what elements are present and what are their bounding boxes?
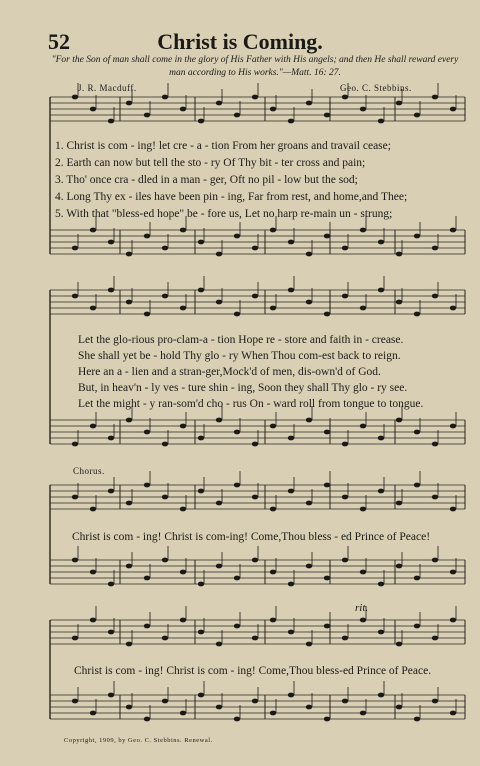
note-head — [396, 300, 402, 305]
ritardando-mark: rit. — [355, 602, 369, 614]
note-head — [72, 442, 78, 447]
note-head — [414, 624, 420, 629]
note-head — [414, 113, 420, 118]
note-head — [360, 107, 366, 112]
note-head — [360, 306, 366, 311]
note-head — [234, 717, 240, 722]
note-head — [432, 95, 438, 100]
note-head — [180, 618, 186, 623]
note-head — [108, 630, 114, 635]
verse-line-3: 3. Tho' once cra - dled in a man - ger, Oft no pil - low but the sod; — [55, 174, 358, 186]
note-head — [198, 436, 204, 441]
note-head — [234, 312, 240, 317]
verse-line-5-cont: Let the might - y ran-som'd cho - rus On - ward roll from tongue to tongue. — [78, 398, 424, 410]
note-head — [432, 294, 438, 299]
note-head — [144, 576, 150, 581]
note-head — [378, 693, 384, 698]
note-head — [450, 228, 456, 233]
note-head — [72, 246, 78, 251]
note-head — [252, 558, 258, 563]
note-head — [162, 636, 168, 641]
verse-line-1-cont: Let the glo-rious pro-clam-a - tion Hope re - store and faith in - crease. — [78, 334, 404, 346]
note-head — [234, 624, 240, 629]
note-head — [144, 624, 150, 629]
note-head — [180, 228, 186, 233]
note-head — [378, 582, 384, 587]
note-head — [144, 430, 150, 435]
note-head — [126, 418, 132, 423]
verse-line-1: 1. Christ is com - ing! let cre - a - tion From her groans and travail cease; — [55, 140, 391, 152]
note-head — [288, 240, 294, 245]
note-head — [432, 442, 438, 447]
note-head — [378, 489, 384, 494]
note-head — [288, 288, 294, 293]
note-head — [216, 705, 222, 710]
hymn-number: 52 — [48, 29, 70, 54]
note-head — [288, 630, 294, 635]
note-head — [234, 430, 240, 435]
note-head — [72, 636, 78, 641]
note-head — [414, 717, 420, 722]
note-head — [270, 507, 276, 512]
note-head — [126, 705, 132, 710]
note-head — [90, 424, 96, 429]
note-head — [306, 501, 312, 506]
note-head — [252, 246, 258, 251]
note-head — [288, 119, 294, 124]
author-credit: J. R. Macduff. — [78, 83, 137, 93]
note-head — [144, 113, 150, 118]
note-head — [180, 711, 186, 716]
note-head — [396, 642, 402, 647]
note-head — [72, 294, 78, 299]
note-head — [108, 489, 114, 494]
hymn-title: Christ is Coming. — [157, 29, 323, 54]
verse-line-5: 5. With that "bless-ed hope" be - fore us, Let no harp re-main un - strung; — [55, 208, 393, 220]
note-head — [396, 252, 402, 257]
note-head — [216, 642, 222, 647]
note-head — [144, 234, 150, 239]
note-head — [252, 294, 258, 299]
note-head — [198, 240, 204, 245]
note-head — [90, 107, 96, 112]
note-head — [126, 564, 132, 569]
composer-credit: Geo. C. Stebbins. — [340, 83, 412, 93]
note-head — [252, 442, 258, 447]
note-head — [270, 306, 276, 311]
note-head — [126, 501, 132, 506]
note-head — [180, 570, 186, 575]
verse-line-4-cont: But, in heav'n - ly ves - ture shin - ing, Soon they shall Thy glo - ry see. — [78, 382, 408, 394]
note-head — [162, 442, 168, 447]
note-head — [306, 300, 312, 305]
note-head — [324, 234, 330, 239]
note-head — [252, 95, 258, 100]
note-head — [414, 483, 420, 488]
note-head — [198, 288, 204, 293]
note-head — [450, 306, 456, 311]
note-head — [432, 558, 438, 563]
copyright-notice: Copyright, 1909, by Geo. C. Stebbins. Renewal. — [64, 737, 213, 744]
note-head — [360, 711, 366, 716]
note-head — [144, 717, 150, 722]
note-head — [414, 234, 420, 239]
note-head — [270, 107, 276, 112]
note-head — [90, 507, 96, 512]
note-head — [306, 642, 312, 647]
note-head — [360, 228, 366, 233]
note-head — [108, 119, 114, 124]
verse-line-3-cont: Here an a - lien and a stran-ger,Mock'd of men, dis-own'd of God. — [78, 366, 381, 378]
note-head — [378, 240, 384, 245]
note-head — [162, 558, 168, 563]
note-head — [270, 570, 276, 575]
note-head — [72, 699, 78, 704]
note-head — [414, 430, 420, 435]
note-head — [126, 252, 132, 257]
note-head — [306, 101, 312, 106]
note-head — [324, 624, 330, 629]
note-head — [252, 699, 258, 704]
note-head — [216, 564, 222, 569]
note-head — [72, 95, 78, 100]
note-head — [342, 699, 348, 704]
note-head — [306, 418, 312, 423]
note-head — [414, 576, 420, 581]
note-head — [378, 630, 384, 635]
note-head — [396, 501, 402, 506]
note-head — [126, 642, 132, 647]
note-head — [252, 495, 258, 500]
note-head — [234, 483, 240, 488]
note-head — [270, 618, 276, 623]
note-head — [216, 101, 222, 106]
note-head — [396, 705, 402, 710]
verse-line-4: 4. Long Thy ex - iles have been pin - ing, Far from rest, and home,and Thee; — [55, 191, 408, 203]
note-head — [306, 705, 312, 710]
note-head — [162, 699, 168, 704]
note-head — [198, 582, 204, 587]
note-head — [324, 483, 330, 488]
note-head — [360, 424, 366, 429]
note-head — [216, 418, 222, 423]
chorus-label: Chorus. — [73, 466, 105, 476]
note-head — [90, 618, 96, 623]
note-head — [378, 288, 384, 293]
epigraph: "For the Son of man shall come in the glory of His Father with His angels; and then He shall reward every man according to His works."—Matt. 16: 27. — [51, 55, 459, 78]
note-head — [324, 576, 330, 581]
note-head — [432, 246, 438, 251]
note-head — [198, 693, 204, 698]
note-head — [216, 300, 222, 305]
note-head — [324, 430, 330, 435]
note-head — [198, 489, 204, 494]
note-head — [288, 582, 294, 587]
note-head — [288, 693, 294, 698]
note-head — [198, 630, 204, 635]
note-head — [450, 711, 456, 716]
note-head — [198, 119, 204, 124]
note-head — [180, 306, 186, 311]
note-head — [432, 495, 438, 500]
note-head — [360, 618, 366, 623]
note-head — [162, 495, 168, 500]
note-head — [342, 558, 348, 563]
note-head — [324, 113, 330, 118]
note-head — [90, 228, 96, 233]
note-head — [342, 246, 348, 251]
note-head — [270, 424, 276, 429]
note-head — [432, 636, 438, 641]
note-head — [324, 312, 330, 317]
note-head — [216, 501, 222, 506]
note-head — [342, 294, 348, 299]
verse-line-2-cont: She shall yet be - hold Thy glo - ry When Thou com-est back to reign. — [78, 350, 401, 362]
note-head — [162, 246, 168, 251]
note-head — [342, 95, 348, 100]
note-head — [108, 693, 114, 698]
note-head — [288, 489, 294, 494]
note-head — [450, 570, 456, 575]
note-head — [450, 618, 456, 623]
note-head — [360, 570, 366, 575]
note-head — [108, 582, 114, 587]
note-head — [234, 576, 240, 581]
chorus-line-1: Christ is com - ing! Christ is com-ing! Come,Thou bless - ed Prince of Peace! — [72, 531, 431, 543]
note-head — [234, 113, 240, 118]
note-head — [108, 240, 114, 245]
note-head — [90, 306, 96, 311]
note-head — [180, 507, 186, 512]
note-head — [108, 436, 114, 441]
note-head — [288, 436, 294, 441]
note-head — [144, 312, 150, 317]
note-head — [450, 424, 456, 429]
note-head — [162, 95, 168, 100]
note-head — [396, 564, 402, 569]
note-head — [450, 507, 456, 512]
note-head — [342, 636, 348, 641]
note-head — [180, 424, 186, 429]
note-head — [90, 570, 96, 575]
note-head — [252, 636, 258, 641]
chorus-line-2: Christ is com - ing! Christ is com - ing! Come,Thou bless-ed Prince of Peace. — [74, 665, 432, 677]
note-head — [72, 495, 78, 500]
verse-line-2: 2. Earth can now but tell the sto - ry Of Thy bit - ter cross and pain; — [55, 157, 366, 169]
note-head — [162, 294, 168, 299]
note-head — [126, 101, 132, 106]
note-head — [144, 483, 150, 488]
note-head — [216, 252, 222, 257]
note-head — [378, 436, 384, 441]
note-head — [270, 228, 276, 233]
note-head — [270, 711, 276, 716]
note-head — [234, 234, 240, 239]
note-head — [342, 495, 348, 500]
note-head — [180, 107, 186, 112]
note-head — [90, 711, 96, 716]
note-head — [414, 312, 420, 317]
note-head — [342, 442, 348, 447]
note-head — [126, 300, 132, 305]
note-head — [378, 119, 384, 124]
note-head — [306, 564, 312, 569]
note-head — [324, 717, 330, 722]
note-head — [450, 107, 456, 112]
note-head — [360, 507, 366, 512]
note-head — [432, 699, 438, 704]
note-head — [396, 101, 402, 106]
note-head — [306, 252, 312, 257]
note-head — [108, 288, 114, 293]
note-head — [396, 418, 402, 423]
note-head — [72, 558, 78, 563]
